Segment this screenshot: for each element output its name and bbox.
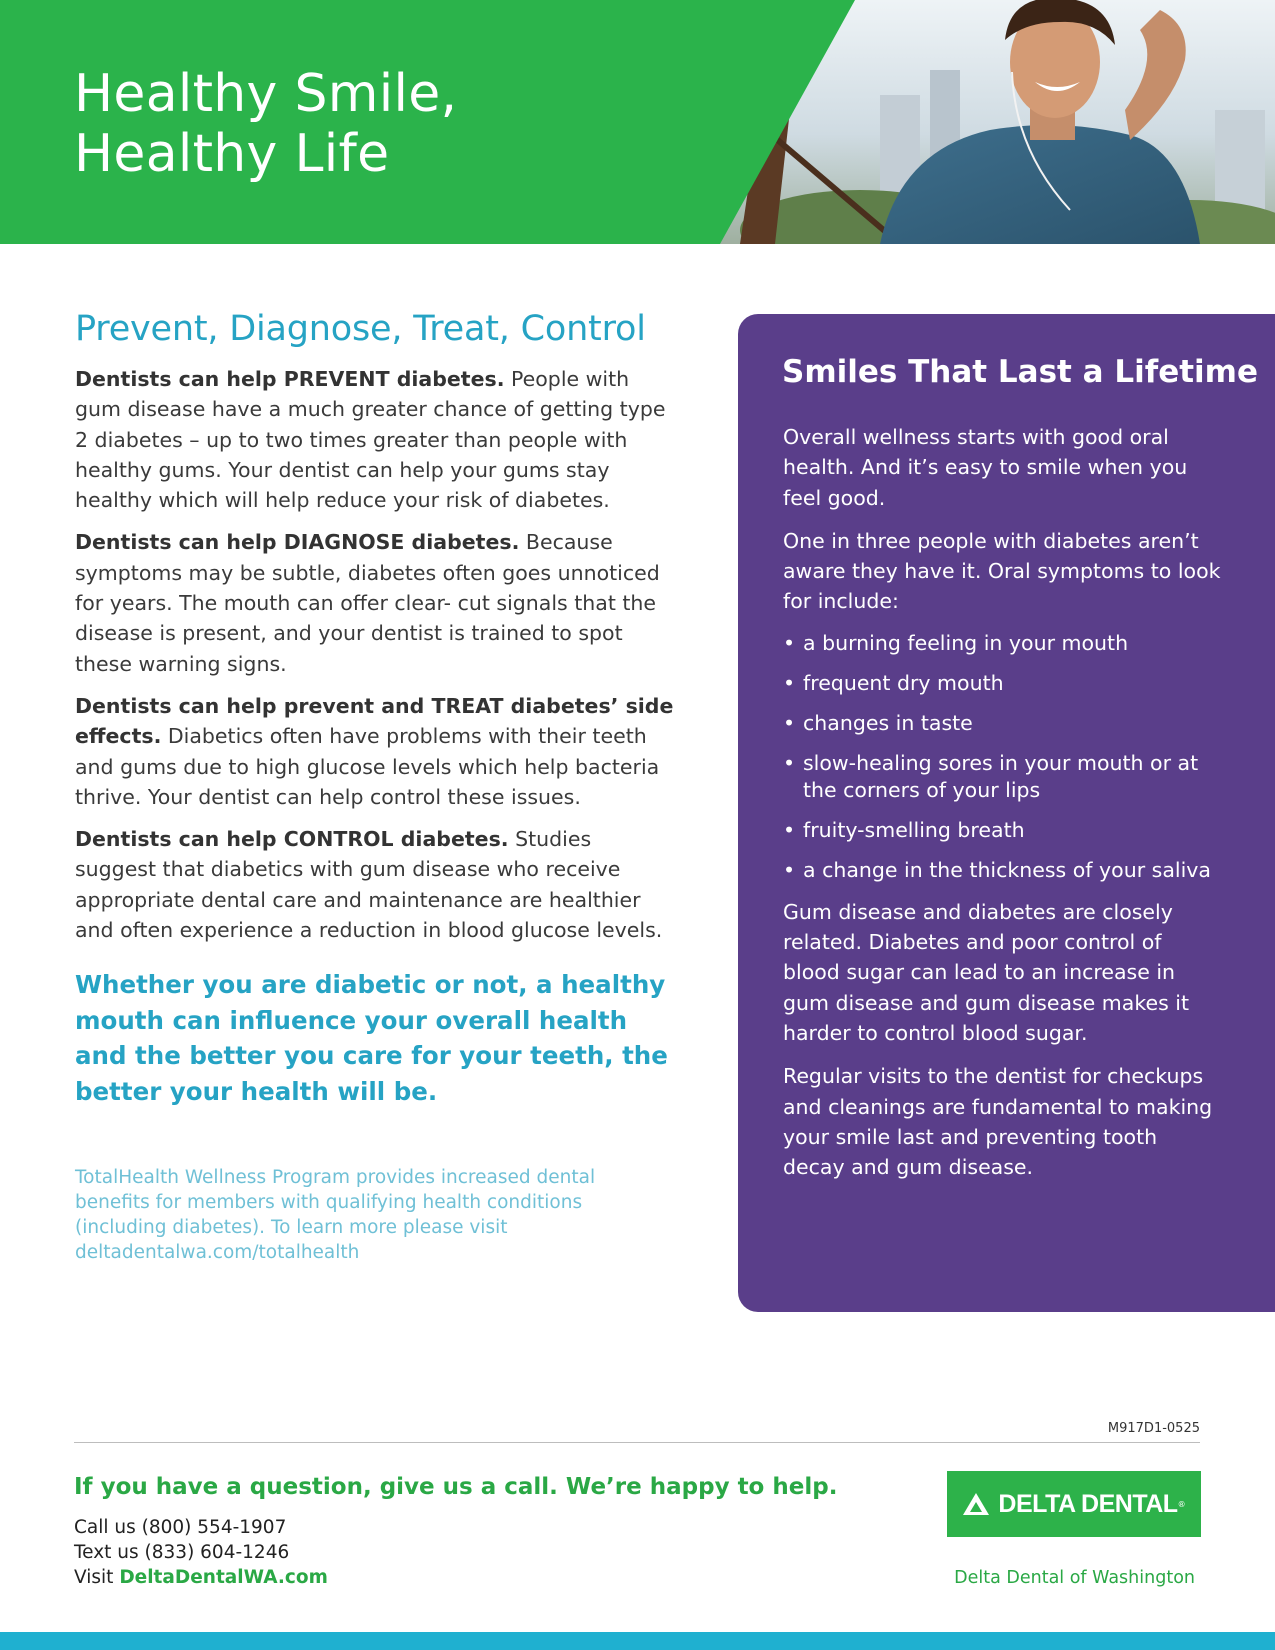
- divider: [74, 1442, 1200, 1443]
- logo-registered: ®: [1177, 1499, 1186, 1509]
- text-line: Text us (833) 604-1246: [74, 1542, 290, 1563]
- panel-body: [783, 422, 1223, 1195]
- paragraph-text: Because symptoms may be subtle, diabetes often goes unnoticed for years. The mouth can offer clear- cut signals that the disease is present, and your dentist is trained to spot these warning signs.: [75, 530, 660, 676]
- title-line-1: Healthy Smile,: [74, 64, 458, 124]
- panel-intro: Overall wellness starts with good oral health. And it’s easy to smile when you feel good.: [783, 425, 1188, 510]
- paragraph-treat: [75, 691, 675, 812]
- main-column: [75, 306, 675, 1265]
- paragraph-text: Studies suggest that diabetics with gum disease who receive appropriate dental care and maintenance are healthier and often experience a reduction in blood glucose levels.: [75, 827, 663, 943]
- delta-dental-logo: [947, 1471, 1201, 1537]
- list-item: • a change in the thickness of your saliva: [783, 857, 1223, 884]
- panel-lead-in: One in three people with diabetes aren’t aware they have it. Oral symptoms to look for include:: [783, 528, 1221, 614]
- program-note: TotalHealth Wellness Program provides increased dental benefits for members with qualifying health conditions (including diabetes). To learn more please visit deltadentalwa.com/totalhealth: [75, 1167, 596, 1264]
- list-item: • slow-healing sores in your mouth or at the corners of your lips: [783, 750, 1223, 804]
- paragraph-lead: Dentists can help DIAGNOSE diabetes.: [75, 530, 520, 555]
- paragraph-prevent: [75, 364, 675, 515]
- symptom-list: [783, 630, 1223, 884]
- panel-closing: Regular visits to the dentist for checkups and cleanings are fundamental to making your smile last and preventing tooth decay and gum disease.: [783, 1064, 1213, 1180]
- logo-text: DELTA DENTAL: [998, 1489, 1178, 1518]
- title-line-2: Healthy Life: [74, 124, 390, 184]
- phone-line: Call us (800) 554-1907: [74, 1517, 287, 1538]
- visit-label: Visit: [74, 1567, 120, 1588]
- visit-line: [74, 1565, 328, 1590]
- paragraph-lead: Dentists can help prevent and TREAT diabetes’ side effects.: [75, 693, 674, 749]
- list-item: • changes in taste: [783, 710, 1223, 737]
- paragraph-text: People with gum disease have a much greater chance of getting type 2 diabetes – up to two times greater than people with healthy gums. Your dentist can help your gums stay healthy which will help reduce your risk of diabetes.: [75, 367, 666, 513]
- delta-triangle-icon: [962, 1492, 990, 1516]
- list-item: • a burning feeling in your mouth: [783, 630, 1223, 657]
- section-heading: Prevent, Diagnose, Treat, Control: [75, 309, 646, 349]
- website-link[interactable]: DeltaDentalWA.com: [119, 1567, 328, 1588]
- list-item: • fruity-smelling breath: [783, 817, 1223, 844]
- paragraph-lead: Dentists can help PREVENT diabetes.: [75, 367, 505, 391]
- page-title: [74, 64, 457, 184]
- paragraph-text: Diabetics often have problems with their teeth and gums due to high glucose levels which help bacteria thrive. Your dentist can help control these issues.: [75, 724, 660, 809]
- callout-text: Whether you are diabetic or not, a healthy mouth can influence your overall health and the better you care for your teeth, the better your health will be.: [75, 970, 668, 1106]
- call-to-action: If you have a question, give us a call. We’re happy to help.: [74, 1474, 838, 1500]
- paragraph-diagnose: [75, 527, 675, 678]
- company-name: Delta Dental of Washington: [954, 1568, 1195, 1588]
- form-code: M917D1-0525: [1107, 1421, 1200, 1436]
- sidebar-panel: [738, 314, 1275, 1312]
- paragraph-control: [75, 824, 675, 945]
- list-item: • frequent dry mouth: [783, 670, 1223, 697]
- paragraph-lead: Dentists can help CONTROL diabetes.: [75, 827, 509, 852]
- panel-relation: Gum disease and diabetes are closely related. Diabetes and poor control of blood sugar can lead to an increase in gum disease and gum disease makes it harder to control blood sugar.: [783, 899, 1190, 1045]
- bottom-bar: [0, 1632, 1275, 1650]
- panel-title: Smiles That Last a Lifetime: [782, 354, 1259, 390]
- contact-info: [74, 1515, 328, 1590]
- page-header: [0, 0, 1275, 244]
